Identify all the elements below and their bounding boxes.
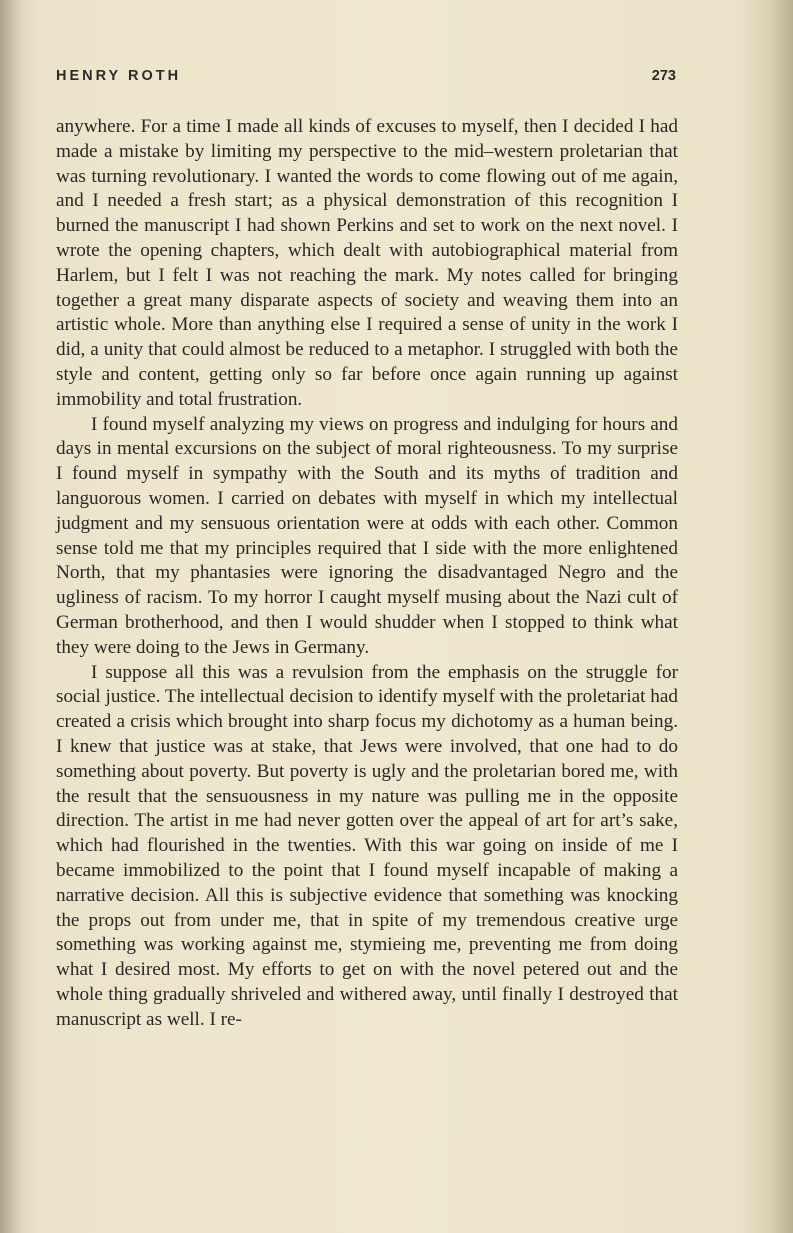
paragraph-1: anywhere. For a time I made all kinds of excuses to myself, then I decided I had made a mistake by limiting my perspective to the mid–western proletarian that was turning revolutionary. I wanted the words to come flowing out of me again, and I needed a fresh start; as a physical demonstration of this recognition I burned the manuscript I had shown Perkins and set to work on the next novel. I wrote the opening chapters, which dealt with autobiographical material from Harlem, but I felt I was not reaching the mark. My notes called for bringing together a great many disparate aspects of society and weaving them into an artistic whole. More than anything else I required a sense of unity in the work I did, a unity that could almost be reduced to a metaphor. I struggled with both the style and content, getting only so far before once again running up against immobility and total frustration. <box>56 116 678 410</box>
body-text <box>56 115 678 1032</box>
paragraph-3: I suppose all this was a revulsion from the emphasis on the struggle for social justice. The intellectual decision to identify myself with the proletariat had created a crisis which brought into sharp focus my dichotomy as a human being. I knew that justice was at stake, that Jews were involved, that one had to do something about poverty. But poverty is ugly and the proletarian bored me, with the result that the sensuousness in my nature was pulling me in the opposite direction. The artist in me had never gotten over the appeal of art for art’s sake, which had flourished in the twenties. With this war going on inside of me I became immobilized to the point that I found myself incapable of making a narrative decision. All this is subjective evidence that something was knocking the props out from under me, that in spite of my tremendous creative urge something was working against me, stymieing me, preventing me from doing what I desired most. My efforts to get on with the novel petered out and the whole thing gradually shriveled and withered away, until finally I destroyed that manuscript as well. I re- <box>56 661 678 1030</box>
running-head <box>56 68 676 92</box>
page-number: 273 <box>651 68 676 84</box>
paragraph-2: I found myself analyzing my views on progress and indulging for hours and days in mental excursions on the subject of moral righteousness. To my surprise I found myself in sympathy with the South and its myths of tradition and languorous women. I carried on debates with myself in which my intellectual judgment and my sensuous orientation were at odds with each other. Common sense told me that my principles required that I side with the more enlightened North, that my phantasies were ignoring the disadvantaged Negro and the ugliness of racism. To my horror I caught myself musing about the Nazi cult of German brotherhood, and then I would shudder when I stopped to think what they were doing to the Jews in Germany. <box>56 413 678 658</box>
gutter-shadow <box>0 0 22 1233</box>
running-head-author: HENRY ROTH <box>56 68 182 84</box>
